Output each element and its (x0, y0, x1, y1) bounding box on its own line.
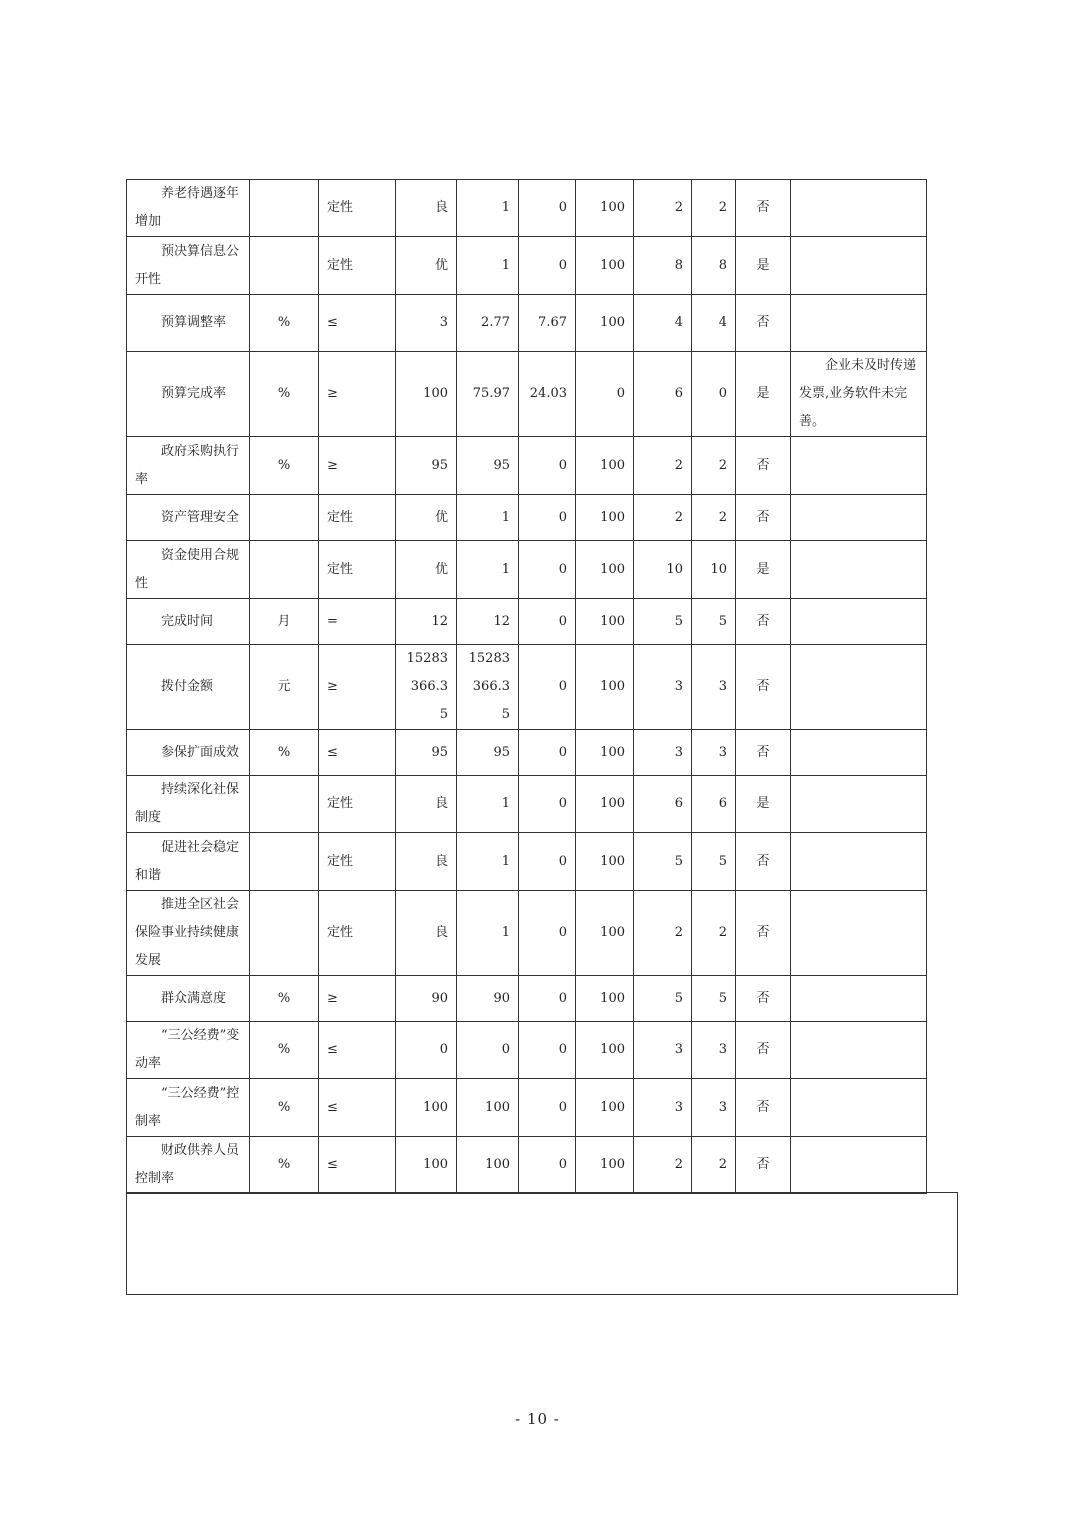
indicator-rate: 100 (576, 1022, 634, 1079)
indicator-name: 拨付金额 (127, 645, 250, 730)
indicator-unit (250, 776, 319, 833)
indicator-deviation: 0 (519, 833, 576, 891)
indicator-note (791, 437, 927, 495)
indicator-unit: % (250, 295, 319, 352)
table-row (127, 495, 927, 541)
indicator-target: 优 (396, 237, 457, 295)
indicator-actual: 90 (457, 976, 519, 1022)
indicator-rate: 0 (576, 352, 634, 437)
indicator-unit (250, 495, 319, 541)
indicator-actual: 1 (457, 495, 519, 541)
indicator-score: 0 (692, 352, 736, 437)
indicator-name: 参保扩面成效 (127, 730, 250, 776)
indicator-note (791, 237, 927, 295)
table-row (127, 1079, 927, 1137)
table-row (127, 352, 927, 437)
indicator-target: 良 (396, 180, 457, 237)
table-row (127, 730, 927, 776)
indicator-note (791, 776, 927, 833)
page-number: - 10 - (515, 1410, 560, 1428)
indicator-flag: 是 (736, 237, 791, 295)
indicator-target: 12 (396, 599, 457, 645)
indicator-target: 100 (396, 352, 457, 437)
indicator-score: 4 (692, 295, 736, 352)
indicator-name: 促进社会稳定和谐 (127, 833, 250, 891)
indicator-note (791, 1137, 927, 1194)
indicator-actual: 0 (457, 1022, 519, 1079)
indicator-note (791, 891, 927, 976)
indicator-weight: 5 (634, 599, 692, 645)
table-row (127, 976, 927, 1022)
indicator-operator: 定性 (319, 891, 396, 976)
indicator-target: 3 (396, 295, 457, 352)
indicator-note (791, 645, 927, 730)
indicator-note (791, 976, 927, 1022)
indicator-note (791, 180, 927, 237)
indicator-deviation: 0 (519, 599, 576, 645)
indicator-rate: 100 (576, 1137, 634, 1194)
table-row (127, 891, 927, 976)
indicator-weight: 6 (634, 776, 692, 833)
indicator-rate: 100 (576, 495, 634, 541)
indicator-note: 企业未及时传递发票,业务软件未完善。 (791, 352, 927, 437)
indicator-deviation: 0 (519, 891, 576, 976)
indicator-name: 政府采购执行率 (127, 437, 250, 495)
indicator-name: 群众满意度 (127, 976, 250, 1022)
indicator-weight: 2 (634, 1137, 692, 1194)
indicator-flag: 否 (736, 180, 791, 237)
indicator-name: “三公经费”控制率 (127, 1079, 250, 1137)
table-row (127, 1022, 927, 1079)
indicator-unit: % (250, 352, 319, 437)
indicator-deviation: 0 (519, 1079, 576, 1137)
indicator-operator: 定性 (319, 237, 396, 295)
indicator-unit: % (250, 976, 319, 1022)
indicator-target: 95 (396, 730, 457, 776)
indicator-note (791, 1079, 927, 1137)
indicator-operator: 定性 (319, 541, 396, 599)
indicator-actual: 1 (457, 541, 519, 599)
indicator-flag: 否 (736, 495, 791, 541)
indicator-actual: 1 (457, 891, 519, 976)
indicator-actual: 100 (457, 1079, 519, 1137)
indicator-flag: 否 (736, 1137, 791, 1194)
indicator-name: “三公经费”变动率 (127, 1022, 250, 1079)
indicator-deviation: 0 (519, 1137, 576, 1194)
indicator-score: 3 (692, 1022, 736, 1079)
indicator-unit (250, 833, 319, 891)
indicator-flag: 否 (736, 295, 791, 352)
indicator-deviation: 0 (519, 180, 576, 237)
table-row (127, 776, 927, 833)
indicator-note (791, 833, 927, 891)
indicator-weight: 2 (634, 495, 692, 541)
indicator-rate: 100 (576, 833, 634, 891)
indicator-flag: 否 (736, 437, 791, 495)
indicator-name: 养老待遇逐年增加 (127, 180, 250, 237)
indicator-target: 优 (396, 495, 457, 541)
indicator-score: 2 (692, 495, 736, 541)
indicator-unit: % (250, 1022, 319, 1079)
indicator-target: 95 (396, 437, 457, 495)
indicator-deviation: 24.03 (519, 352, 576, 437)
indicator-weight: 10 (634, 541, 692, 599)
indicator-score: 3 (692, 1079, 736, 1137)
table-row (127, 1137, 927, 1194)
indicator-operator: ≥ (319, 352, 396, 437)
indicator-operator: 定性 (319, 180, 396, 237)
table-row (127, 833, 927, 891)
indicator-weight: 3 (634, 730, 692, 776)
indicator-name: 完成时间 (127, 599, 250, 645)
indicator-flag: 否 (736, 599, 791, 645)
indicator-unit: % (250, 437, 319, 495)
indicator-deviation: 0 (519, 541, 576, 599)
indicator-weight: 5 (634, 833, 692, 891)
indicator-deviation: 0 (519, 976, 576, 1022)
indicator-unit: 月 (250, 599, 319, 645)
indicator-note (791, 730, 927, 776)
indicator-deviation: 7.67 (519, 295, 576, 352)
indicator-rate: 100 (576, 180, 634, 237)
indicator-score: 8 (692, 237, 736, 295)
indicator-flag: 是 (736, 776, 791, 833)
indicator-name: 资产管理安全 (127, 495, 250, 541)
indicator-target: 15283366.35 (396, 645, 457, 730)
indicator-flag: 否 (736, 891, 791, 976)
indicator-actual: 12 (457, 599, 519, 645)
indicator-weight: 2 (634, 891, 692, 976)
indicator-rate: 100 (576, 976, 634, 1022)
indicator-score: 10 (692, 541, 736, 599)
indicator-weight: 6 (634, 352, 692, 437)
indicator-rate: 100 (576, 891, 634, 976)
indicator-operator: ≥ (319, 437, 396, 495)
indicator-operator: ≤ (319, 1137, 396, 1194)
indicator-flag: 否 (736, 976, 791, 1022)
indicator-operator: ≥ (319, 645, 396, 730)
indicator-flag: 否 (736, 1022, 791, 1079)
indicator-note (791, 495, 927, 541)
indicator-name: 持续深化社保制度 (127, 776, 250, 833)
indicator-deviation: 0 (519, 437, 576, 495)
indicator-deviation: 0 (519, 645, 576, 730)
indicator-actual: 100 (457, 1137, 519, 1194)
indicator-actual: 1 (457, 776, 519, 833)
indicator-note (791, 599, 927, 645)
indicator-deviation: 0 (519, 730, 576, 776)
table-row (127, 645, 927, 730)
indicator-target: 0 (396, 1022, 457, 1079)
indicator-operator: ≤ (319, 1022, 396, 1079)
indicator-operator: ≤ (319, 730, 396, 776)
indicator-actual: 2.77 (457, 295, 519, 352)
indicator-operator: ≤ (319, 295, 396, 352)
indicator-score: 2 (692, 180, 736, 237)
indicator-target: 优 (396, 541, 457, 599)
indicator-rate: 100 (576, 645, 634, 730)
indicator-deviation: 0 (519, 1022, 576, 1079)
indicator-target: 良 (396, 891, 457, 976)
indicator-rate: 100 (576, 437, 634, 495)
indicator-score: 2 (692, 891, 736, 976)
indicator-score: 5 (692, 599, 736, 645)
indicator-actual: 1 (457, 833, 519, 891)
indicator-weight: 2 (634, 180, 692, 237)
indicator-actual: 95 (457, 437, 519, 495)
indicator-name: 推进全区社会保险事业持续健康发展 (127, 891, 250, 976)
indicator-actual: 95 (457, 730, 519, 776)
indicator-actual: 1 (457, 180, 519, 237)
indicator-score: 6 (692, 776, 736, 833)
indicator-weight: 2 (634, 437, 692, 495)
indicator-deviation: 0 (519, 495, 576, 541)
indicator-actual: 1 (457, 237, 519, 295)
indicator-operator: 定性 (319, 776, 396, 833)
indicator-weight: 8 (634, 237, 692, 295)
indicator-weight: 3 (634, 1079, 692, 1137)
indicator-deviation: 0 (519, 776, 576, 833)
indicator-rate: 100 (576, 730, 634, 776)
indicator-flag: 否 (736, 645, 791, 730)
indicator-weight: 3 (634, 1022, 692, 1079)
indicator-unit: % (250, 1137, 319, 1194)
table-row (127, 295, 927, 352)
indicator-name: 预算完成率 (127, 352, 250, 437)
indicator-note (791, 1022, 927, 1079)
indicator-score: 2 (692, 437, 736, 495)
indicator-name: 财政供养人员控制率 (127, 1137, 250, 1194)
indicator-weight: 4 (634, 295, 692, 352)
indicator-note (791, 541, 927, 599)
indicator-flag: 否 (736, 730, 791, 776)
indicator-actual: 75.97 (457, 352, 519, 437)
indicator-unit: % (250, 1079, 319, 1137)
indicator-rate: 100 (576, 776, 634, 833)
indicator-name: 预决算信息公开性 (127, 237, 250, 295)
indicator-flag: 是 (736, 541, 791, 599)
indicator-unit: % (250, 730, 319, 776)
indicator-score: 2 (692, 1137, 736, 1194)
indicator-rate: 100 (576, 295, 634, 352)
indicator-flag: 否 (736, 833, 791, 891)
indicator-target: 90 (396, 976, 457, 1022)
indicator-weight: 5 (634, 976, 692, 1022)
indicator-flag: 是 (736, 352, 791, 437)
indicator-unit (250, 180, 319, 237)
indicator-score: 3 (692, 645, 736, 730)
indicator-rate: 100 (576, 237, 634, 295)
remarks-box (126, 1192, 958, 1295)
table-row (127, 237, 927, 295)
indicator-target: 良 (396, 776, 457, 833)
indicator-unit (250, 891, 319, 976)
indicator-operator: = (319, 599, 396, 645)
indicator-score: 3 (692, 730, 736, 776)
indicator-operator: 定性 (319, 495, 396, 541)
indicator-operator: ≥ (319, 976, 396, 1022)
indicator-target: 100 (396, 1137, 457, 1194)
indicator-operator: ≤ (319, 1079, 396, 1137)
indicator-score: 5 (692, 976, 736, 1022)
indicator-unit (250, 237, 319, 295)
indicator-rate: 100 (576, 599, 634, 645)
table-row (127, 437, 927, 495)
indicator-target: 100 (396, 1079, 457, 1137)
indicator-weight: 3 (634, 645, 692, 730)
table-row (127, 180, 927, 237)
indicator-name: 资金使用合规性 (127, 541, 250, 599)
indicator-operator: 定性 (319, 833, 396, 891)
indicator-name: 预算调整率 (127, 295, 250, 352)
indicator-score: 5 (692, 833, 736, 891)
indicator-unit: 元 (250, 645, 319, 730)
table-row (127, 599, 927, 645)
indicator-note (791, 295, 927, 352)
indicator-rate: 100 (576, 1079, 634, 1137)
indicator-target: 良 (396, 833, 457, 891)
indicator-unit (250, 541, 319, 599)
indicator-flag: 否 (736, 1079, 791, 1137)
indicator-rate: 100 (576, 541, 634, 599)
table-row (127, 541, 927, 599)
indicator-deviation: 0 (519, 237, 576, 295)
indicator-actual: 15283366.35 (457, 645, 519, 730)
indicator-table (126, 179, 927, 1194)
